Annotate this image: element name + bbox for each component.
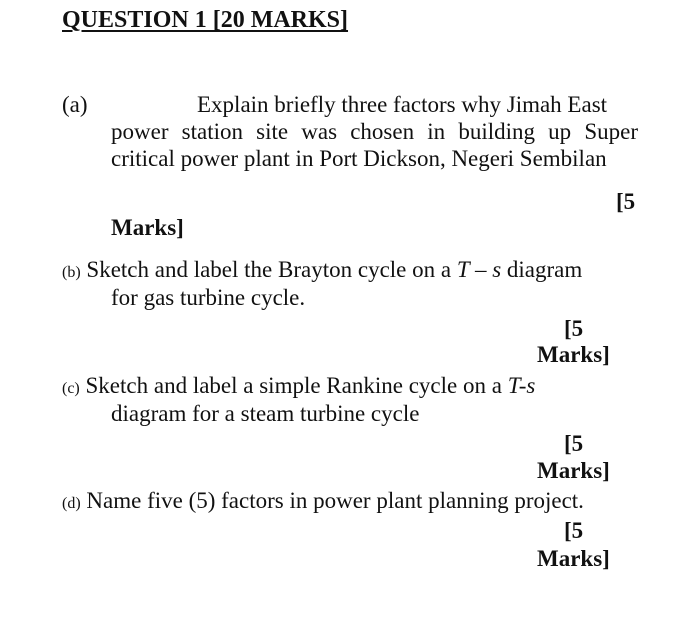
part-b-label: (b) [62,264,81,281]
part-b-marks-close: Marks] [537,342,610,367]
part-d-marks-open: [5 [564,518,584,543]
part-a-line-3: critical power plant in Port Dickson, Negeri Sembilan [111,146,607,171]
part-a-label: (a) [62,92,88,117]
part-a-line-1: Explain briefly three factors why Jimah East [197,92,608,117]
part-b-text-pre: Sketch and label the Brayton cycle on a [86,257,457,282]
part-b-ts-var: T – s [456,257,502,282]
part-d-line-1 [62,487,584,518]
part-a-marks-close: Marks] [111,215,184,240]
part-b-line-2: for gas turbine cycle. [111,285,306,310]
question-title: QUESTION 1 [20 MARKS] [62,7,349,33]
part-b-line-1 [62,256,582,287]
part-a-line-2: power station site was chosen in building up Super [111,119,638,144]
part-c-marks-close: Marks] [537,458,610,483]
part-d-marks-close: Marks] [537,546,610,571]
part-b-marks-open: [5 [564,316,584,341]
part-d-label: (d) [62,495,81,512]
part-a-marks-open: [5 [616,189,636,214]
part-c-marks-open: [5 [564,431,584,456]
part-c-label: (c) [62,380,80,397]
part-c-line-2: diagram for a steam turbine cycle [111,401,420,426]
part-c-line-1 [62,372,535,403]
part-c-text-pre: Sketch and label a simple Rankine cycle on a [85,373,508,398]
part-b-text-post: diagram [501,257,583,282]
part-c-ts-var: T-s [507,373,536,398]
part-d-text: Name five (5) factors in power plant planning project. [86,488,584,513]
